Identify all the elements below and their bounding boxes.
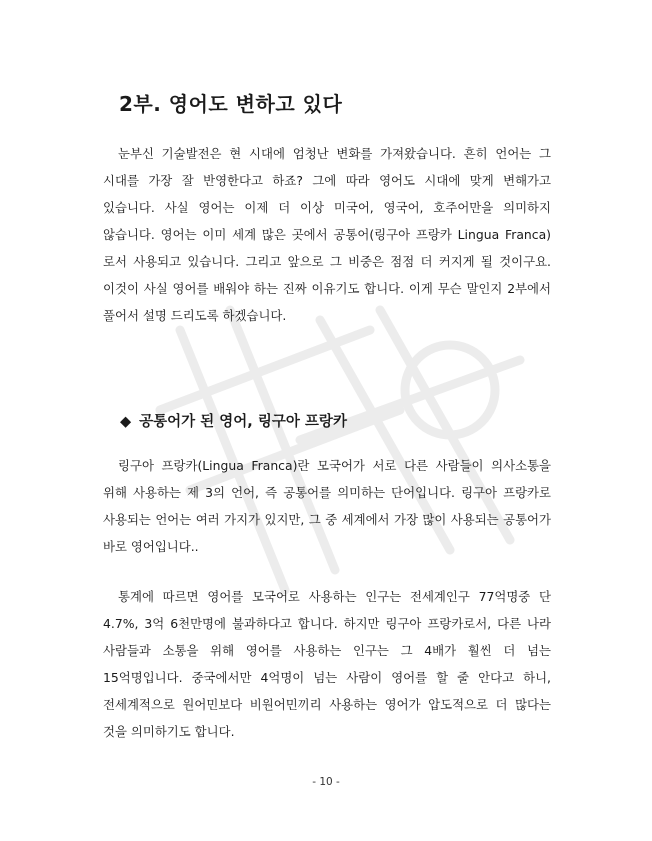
section-heading (120, 410, 347, 431)
intro-paragraph: 눈부신 기술발전은 현 시대에 엄청난 변화를 가져왔습니다. 흔히 언어는 그 시대를 가장 잘 반영한다고 하죠? 그에 따라 영어도 시대에 맞게 변해가고 있습니다. 사실 영어는 이제 더 이상 미국어, 영국어, 호주어만을 의미하지 않습니다. 영어는 이미 세계 많은 곳에서 공통어(링구아 프랑카 Lingua Franca)로서 사용되고 있습니다. 그리고 앞으로 그 비중은 점점 더 커지게 될 것이구요. 이것이 사실 영어를 배워야 하는 진짜 이유기도 합니다. 이게 무슨 말인지 2부에서 풀어서 설명 드리도록 하겠습니다. (103, 146, 551, 323)
english-statistics-paragraph: 통계에 따르면 영어를 모국어로 사용하는 인구는 전세계인구 77억명중 단 4.7%, 3억 6천만명에 불과하다고 합니다. 하지만 링구아 프랑카로서, 다른 나라 사람들과 소통을 위해 영어를 사용하는 인구는 그 4배가 훨씬 더 넘는 15억명입니다. 중국에서만 4억명이 넘는 사람이 영어를 할 줄 안다고 하니, 전세계적으로 원어민보다 비원어민끼리 사용하는 영어가 압도적으로 더 많다는 것을 의미하기도 합니다. (103, 589, 551, 739)
diamond-bullet-icon: ◆ (120, 414, 132, 430)
page-number: - 10 - (312, 776, 340, 788)
section-heading-text: 공통어가 된 영어, 링구아 프랑카 (139, 414, 347, 430)
lingua-franca-definition-paragraph: 링구아 프랑카(Lingua Franca)란 모국어가 서로 다른 사람들이 의사소통을 위해 사용하는 제 3의 언어, 즉 공통어를 의미하는 단어입니다. 링구아 프랑카로 사용되는 언어는 여러 가지가 있지만, 그 중 세계에서 가장 많이 사용되는 공통어가 바로 영어입니다.. (103, 458, 551, 554)
page-title: 2부. 영어도 변하고 있다 (119, 92, 343, 116)
